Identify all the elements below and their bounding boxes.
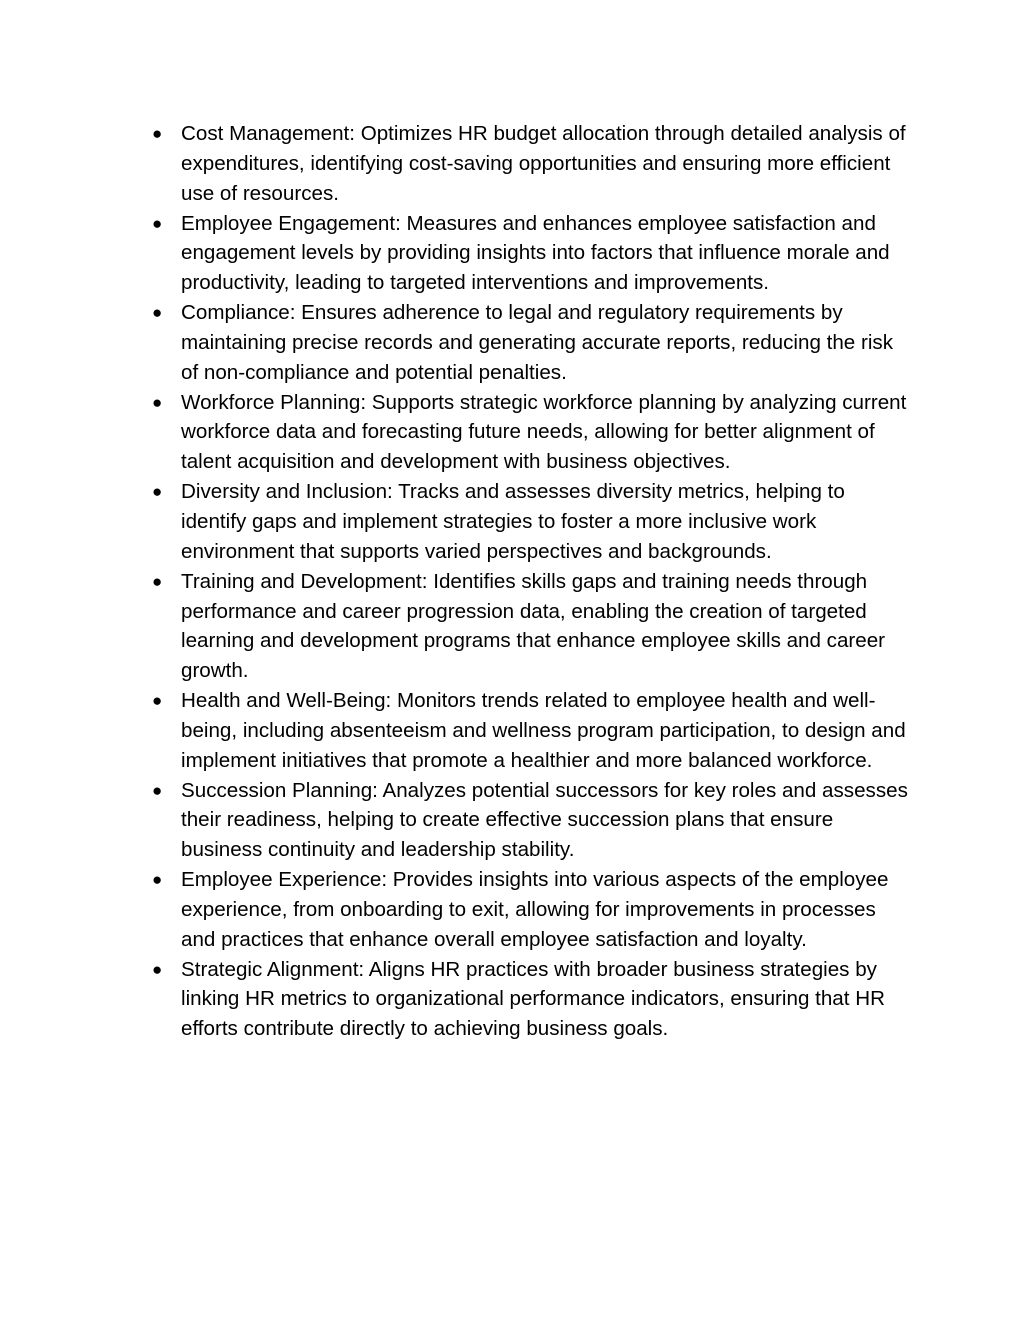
list-item: [152, 388, 912, 478]
bullet-icon: ●: [152, 124, 163, 143]
list-item-text: Cost Management: Optimizes HR budget allocation through detailed analysis of expenditures, identifying cost-saving opportunities and ensuring more efficient use of resources.: [181, 122, 906, 205]
list-item: [152, 955, 912, 1045]
list-item: [152, 209, 912, 299]
list-item-text: Strategic Alignment: Aligns HR practices with broader business strategies by linking HR metrics to organizational performance indicators, ensuring that HR efforts contribute directly to achieving business goals.: [181, 957, 885, 1041]
list-item-text: Employee Experience: Provides insights into various aspects of the employee experience, from onboarding to exit, allowing for improvements in processes and practices that enhance overall employee satisfaction and loyalty.: [181, 868, 889, 951]
bullet-icon: ●: [152, 691, 163, 711]
list-item-text: Health and Well-Being: Monitors trends related to employee health and well-being, including absenteeism and wellness program participation, to design and implement initiatives that promote a healthier and more balanced workforce.: [181, 689, 906, 772]
list-item-text: Diversity and Inclusion: Tracks and assesses diversity metrics, helping to identify gaps and implement strategies to foster a more inclusive work environment that supports varied perspectives and backgrounds.: [181, 480, 845, 563]
list-item: [152, 298, 912, 388]
bullet-icon: ●: [152, 959, 163, 979]
bullet-icon: ●: [152, 213, 163, 233]
list-item-text: Training and Development: Identifies skills gaps and training needs through performance and career progression data, enabling the creation of targeted learning and development programs that enhance employee skills and career growth.: [181, 569, 886, 683]
list-item: [152, 119, 912, 209]
bullet-icon: ●: [152, 571, 163, 591]
list-item: [152, 865, 912, 955]
bullet-icon: ●: [152, 392, 163, 412]
bullet-list: [152, 119, 912, 1044]
bullet-icon: ●: [152, 303, 163, 323]
bullet-icon: ●: [152, 780, 163, 800]
list-item: [152, 567, 912, 686]
list-item-text: Succession Planning: Analyzes potential successors for key roles and assesses their readiness, helping to create effective succession plans that ensure business continuity and leadership stability.: [181, 778, 908, 862]
bullet-icon: ●: [152, 482, 163, 502]
list-item: [152, 776, 912, 866]
bullet-icon: ●: [152, 870, 163, 890]
list-item-text: Compliance: Ensures adherence to legal and regulatory requirements by maintaining precise records and generating accurate reports, reducing the risk of non-compliance and potential penalties.: [181, 301, 894, 384]
list-item-text: Workforce Planning: Supports strategic workforce planning by analyzing current workforce data and forecasting future needs, allowing for better alignment of talent acquisition and development with business objectives.: [181, 390, 907, 474]
list-item-text: Employee Engagement: Measures and enhances employee satisfaction and engagement levels by providing insights into factors that influence morale and productivity, leading to targeted interventions and improvements.: [181, 211, 890, 295]
list-item: [152, 686, 912, 776]
list-item: [152, 477, 912, 567]
